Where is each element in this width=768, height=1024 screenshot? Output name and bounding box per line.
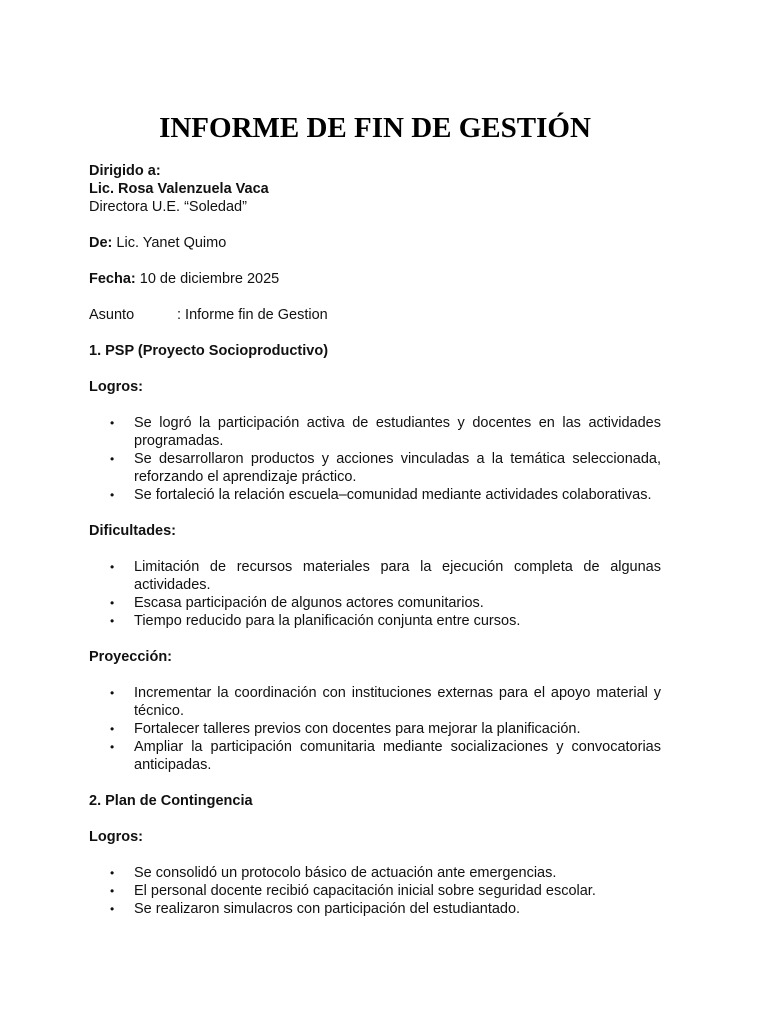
dirigido-label: Dirigido a: (89, 163, 161, 179)
date-line (89, 270, 661, 288)
sender-value: Lic. Yanet Quimo (112, 235, 227, 251)
date-value: 10 de diciembre 2025 (135, 271, 280, 287)
recipient-role: Directora U.E. “Soledad” (89, 199, 247, 215)
section-1-proyeccion-list (89, 684, 661, 774)
list-item: • Se consolidó un protocolo básico de actuación ante emergencias. (89, 864, 661, 882)
list-item: • Se realizaron simulacros con participación del estudiantado. (89, 900, 661, 918)
list-item: • Se desarrollaron productos y acciones vinculadas a la temática seleccionada, reforzando el aprendizaje práctico. (89, 450, 661, 486)
section-1-heading: 1. PSP (Proyecto Socioproductivo) (89, 343, 329, 359)
list-item: • Incrementar la coordinación con instituciones externas para el apoyo material y técnico. (89, 684, 661, 720)
list-item: • Escasa participación de algunos actores comunitarios. (89, 594, 661, 612)
date-label: Fecha: (89, 271, 136, 287)
section-1-proyeccion-label: Proyección: (89, 649, 172, 665)
list-item: • Se fortaleció la relación escuela–comunidad mediante actividades colaborativas. (89, 486, 661, 504)
section-1-logros-list (89, 414, 661, 504)
list-item: • Limitación de recursos materiales para la ejecución completa de algunas actividades. (89, 558, 661, 594)
section-1-logros-label: Logros: (89, 379, 143, 395)
list-item: • Tiempo reducido para la planificación conjunta entre cursos. (89, 612, 661, 630)
section-2-logros-label: Logros: (89, 829, 143, 845)
section-1-dificultades-list (89, 558, 661, 630)
list-item: • El personal docente recibió capacitación inicial sobre seguridad escolar. (89, 882, 661, 900)
list-item: • Se logró la participación activa de estudiantes y docentes en las actividades programadas. (89, 414, 661, 450)
document-title: INFORME DE FIN DE GESTIÓN (159, 112, 591, 144)
recipient-name: Lic. Rosa Valenzuela Vaca (89, 181, 269, 197)
sender-line (89, 234, 661, 252)
subject-label: Asunto (89, 307, 135, 323)
section-1-dificultades-label: Dificultades: (89, 523, 177, 539)
section-2-logros-list (89, 864, 661, 918)
document-body (89, 162, 661, 918)
list-item: • Ampliar la participación comunitaria mediante socializaciones y convocatorias anticipadas. (89, 738, 661, 774)
section-2-heading: 2. Plan de Contingencia (89, 793, 253, 809)
sender-label: De: (89, 235, 113, 251)
list-item: • Fortalecer talleres previos con docentes para mejorar la planificación. (89, 720, 661, 738)
subject-line (89, 306, 661, 324)
subject-value: : Informe fin de Gestion (177, 307, 328, 323)
